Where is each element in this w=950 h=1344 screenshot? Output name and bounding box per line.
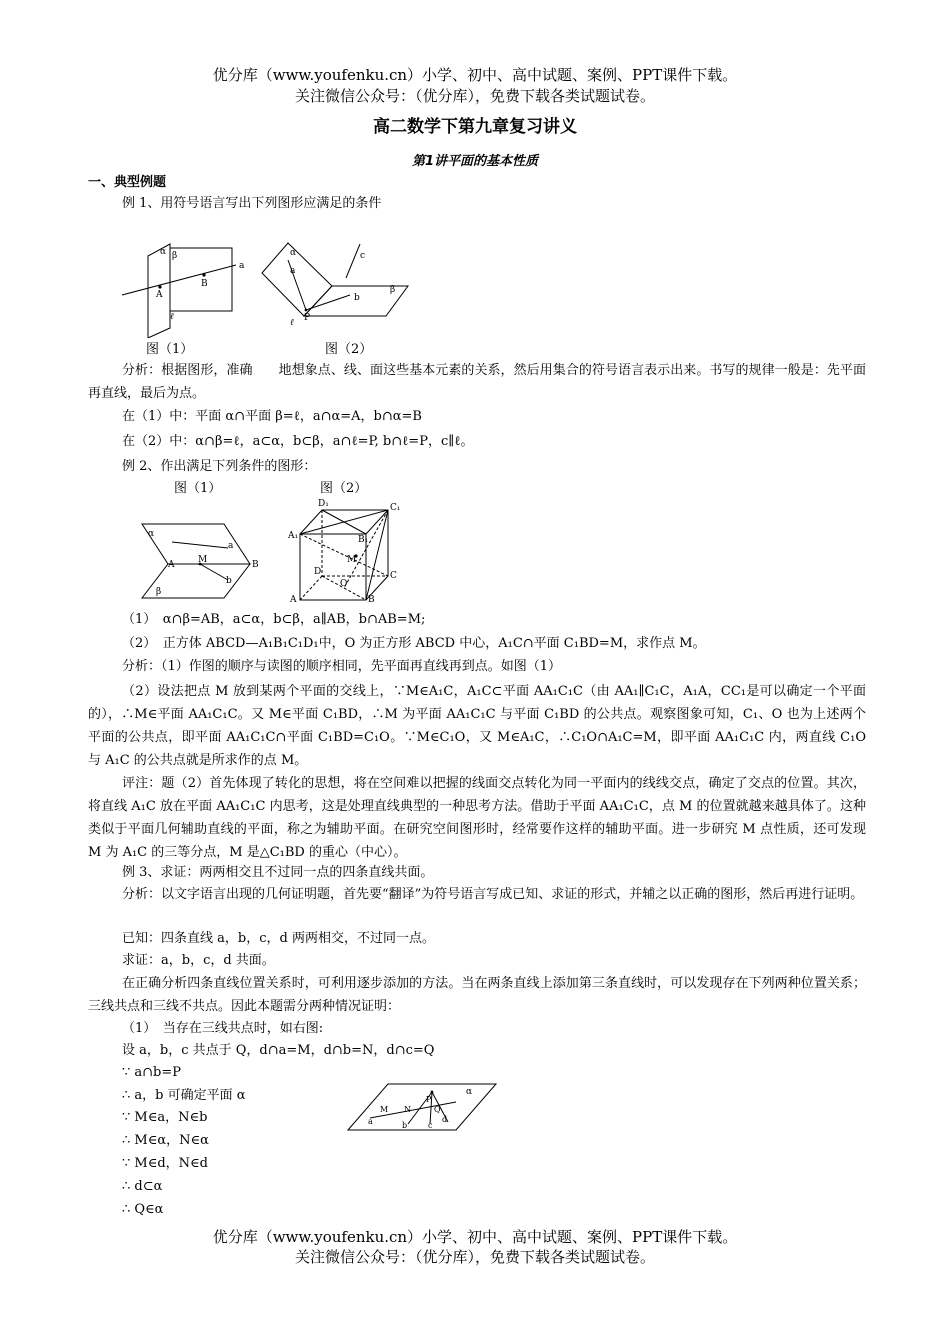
label-A: A [168,560,175,570]
label-b: b [402,1121,408,1130]
footer-line-1: 优分库（www.youfenku.cn）小学、初中、高中试题、案例、PPT课件下载。 [212,1228,738,1246]
proof-step: ∴ Q∈α [122,1202,164,1217]
label-O: O [340,579,348,589]
line-a [172,542,228,548]
label-C: C [390,571,397,581]
label-alpha: α [148,529,155,539]
ex2-figure-2-caption: 图（2） [320,481,368,496]
label-D1: D₁ [318,499,329,509]
proof-step: 设 a，b，c 共点于 Q，d∩a=M，d∩b=N，d∩c=Q [122,1043,435,1058]
ex2-part-2: （2）设法把点 M 放到某两个平面的交线上，∵M∈A₁C，A₁C⊂平面 AA₁C₁C（由 AA₁∥C₁C，A₁A，CC₁是可以确定一个平面的），∴M∈平面 AA₁C₁C。又 M∈平面 C₁BD，∴M 为平面 AA₁C₁C 与平面 C₁BD 的公共点。观察图象可知，C₁、O 也为上述两个平面的公共点，即平面 AA₁C₁C∩平面 C₁BD=C₁O。∵M∈C₁O，又 M∈A₁C，∴C₁O∩A₁C=M，即平面 AA₁C₁C 内，两直线 C₁O 与 A₁C 的公共点就是所求作的点 M。 [88,684,866,768]
ex1-case-1: 在（1）中：平面 α∩平面 β=ℓ，a∩α=A，b∩α=B [122,409,422,424]
label-B1: B₁ [358,535,369,545]
label-a: a [239,261,245,271]
ex3-paragraph: 在正确分析四条直线位置关系时，可利用逐步添加的方法。当在两条直线上添加第三条直线时，可以发现存在下列两种位置关系；三线共点和三线不共点。因此本题需分两种情况证明： [88,976,866,1014]
ex3-known: 已知：四条直线 a，b，c，d 两两相交，不过同一点。 [122,931,435,946]
point-P [305,309,308,312]
ex3-analysis: 分析：以文字语言出现的几何证明题，首先要“翻译”为符号语言写成已知、求证的形式，并辅之以正确的图形，然后再进行证明。 [122,887,864,902]
label-B: B [368,595,375,604]
ex3-prove: 求证：a，b，c，d 共面。 [122,953,275,968]
point-B [202,273,205,276]
header-line-2: 关注微信公众号：（优分库），免费下载各类试题试卷。 [294,87,655,105]
label-M: M [380,1105,389,1114]
label-a: a [290,266,296,276]
label-alpha: α [290,248,297,258]
label-A: A [290,595,297,604]
line-b [306,295,350,310]
point-P [431,1091,434,1094]
label-N: N [404,1105,411,1114]
label-C1: C₁ [390,503,401,513]
example-2-question: 例 2、作出满足下列条件的图形： [122,459,317,474]
ex1-case-2: 在（2）中：α∩β=ℓ，a⊂α，b⊂β，a∩ℓ=P, b∩ℓ=P，c∥ℓ。 [122,434,474,449]
proof-step: ∴ a，b 可确定平面 α [122,1088,246,1103]
label-c: c [428,1121,433,1130]
label-d: d [442,1115,448,1124]
label-B: B [252,560,259,570]
ex1-analysis: 分析：根据图形，准确 地想象点、线、面这些基本元素的关系，然后用集合的符号语言表示出来。书写的规律一般是：先平面再直线，最后为点。 [88,363,866,401]
label-alpha: α [160,247,167,257]
label-alpha: α [466,1087,473,1097]
ex1-figure-1 [118,238,258,338]
proof-step: ∴ d⊂α [122,1179,163,1194]
label-b: b [354,293,360,303]
label-D: D [314,567,322,577]
example-1-question: 例 1、用符号语言写出下列图形应满足的条件 [122,196,382,211]
ex3-figure [346,1078,498,1134]
label-M: M [347,555,357,565]
ex2-condition-1: （1） α∩β=AB，a⊂α，b⊂β，a∥AB，b∩AB=M; [122,612,426,627]
proof-step: ∵ M∈a，N∈b [122,1110,208,1125]
ex2-figure-1 [138,518,266,603]
ex3-case-1: （1） 当存在三线共点时，如右图: [122,1021,324,1036]
page-title: 高二数学下第九章复习讲义 [373,117,577,137]
label-a: a [368,1117,373,1126]
line-a [122,265,236,295]
header-line-1: 优分库（www.youfenku.cn）小学、初中、高中试题、案例、PPT课件下载。 [212,66,738,84]
ex2-condition-2: （2） 正方体 ABCD—A₁B₁C₁D₁中，O 为正方形 ABCD 中心，A₁C∩平面 C₁BD=M，求作点 M。 [122,636,706,651]
proof-step: ∴ M∈α，N∈α [122,1133,209,1148]
label-c: c [360,251,366,261]
ex1-figure-2-caption: 图（2） [325,342,373,357]
label-P: P [426,1095,432,1104]
ex2-figure-2 [286,496,406,604]
label-Q: Q [434,1105,441,1114]
ex2-comment: 评注：题（2）首先体现了转化的思想，将在空间难以把握的线面交点转化为同一平面内的线线交点，确定了交点的位置。其次，将直线 A₁C 放在平面 AA₁C₁C 内思考，这是处理直线典型的一种思考方法。借助于平面 AA₁C₁C，点 M 的位置就越来越具体了。这种类似于平面几何辅助直线的平面，称之为辅助平面。在研究空间图形时，经常要作这样的辅助平面。进一步研究 M 点性质，还可发现 M 为 A₁C 的三等分点，M 是△C₁BD 的重心（中心）。 [88,776,866,860]
proof-step: ∵ M∈d，N∈d [122,1156,208,1171]
label-B: B [201,279,208,289]
section-heading: 一、典型例题 [88,175,167,190]
label-P: P [304,313,311,323]
label-a: a [228,541,234,551]
label-l: ℓ [290,318,294,328]
label-beta: β [390,285,396,295]
line-c [346,244,360,278]
label-b: b [226,576,232,586]
label-beta: β [156,587,162,597]
footer-line-2: 关注微信公众号：（优分库），免费下载各类试题试卷。 [294,1248,655,1266]
label-A: A [156,290,163,300]
proof-step: ∵ a∩b=P [122,1065,182,1080]
ex1-figure-1-caption: 图（1） [146,342,194,357]
ex2-figure-1-caption: 图（1） [174,481,222,496]
line-b [200,564,228,580]
label-M: M [198,555,208,565]
label-l: ℓ [170,312,174,322]
ex1-figure-2 [258,238,413,330]
plane-alpha-shape [142,524,250,564]
ex2-analysis: 分析：（1）作图的顺序与读图的顺序相同，先平面再直线再到点。如图（1） [122,659,562,674]
label-beta: β [172,251,178,261]
label-A1: A₁ [288,531,299,541]
lecture-subtitle: 第1讲平面的基本性质 [411,154,539,169]
example-3-question: 例 3、求证：两两相交且不过同一点的四条直线共面。 [122,865,434,880]
point-A [158,285,161,288]
